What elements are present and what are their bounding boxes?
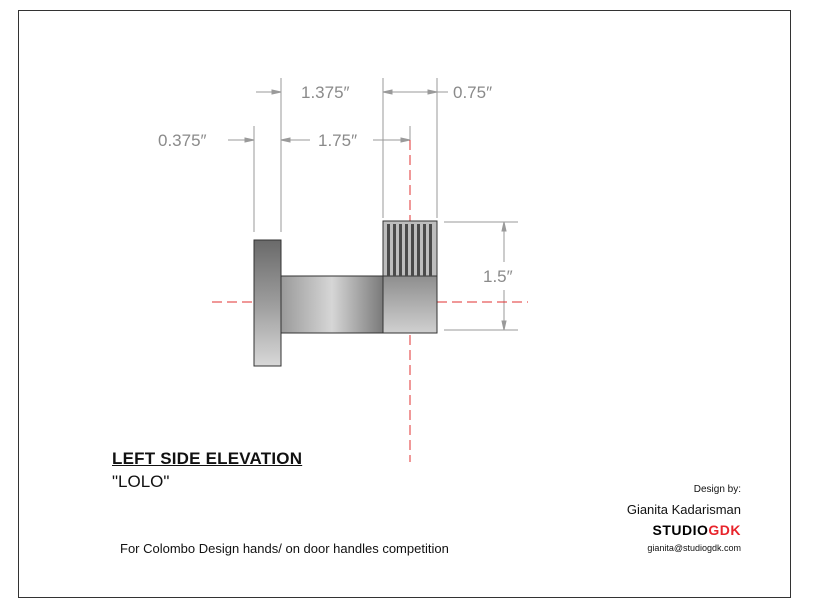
mounting-plate [254, 240, 281, 366]
competition-caption: For Colombo Design hands/ on door handles competition [120, 541, 449, 556]
drawing-title: LEFT SIDE ELEVATION [112, 449, 303, 468]
designer-name: Gianita Kadarisman [626, 502, 741, 517]
drawing-subtitle: "LOLO" [112, 472, 170, 491]
studio-logo [652, 522, 741, 538]
knob-grip [383, 221, 437, 276]
dimension-label: 1.375″ [301, 83, 350, 102]
design-by-label: Design by: [693, 484, 741, 495]
designer-email: gianita@studiogdk.com [647, 543, 741, 553]
studio-logo-prefix: STUDIO [652, 522, 709, 538]
dimension-label: 0.75″ [453, 83, 493, 102]
studio-logo-accent: GDK [708, 522, 741, 538]
knob-lower [383, 276, 437, 333]
dimension-label: 0.375″ [158, 131, 207, 150]
handle-shaft [281, 276, 383, 333]
dimension-label: 1.75″ [318, 131, 358, 150]
dimension-label: 1.5″ [483, 267, 513, 286]
